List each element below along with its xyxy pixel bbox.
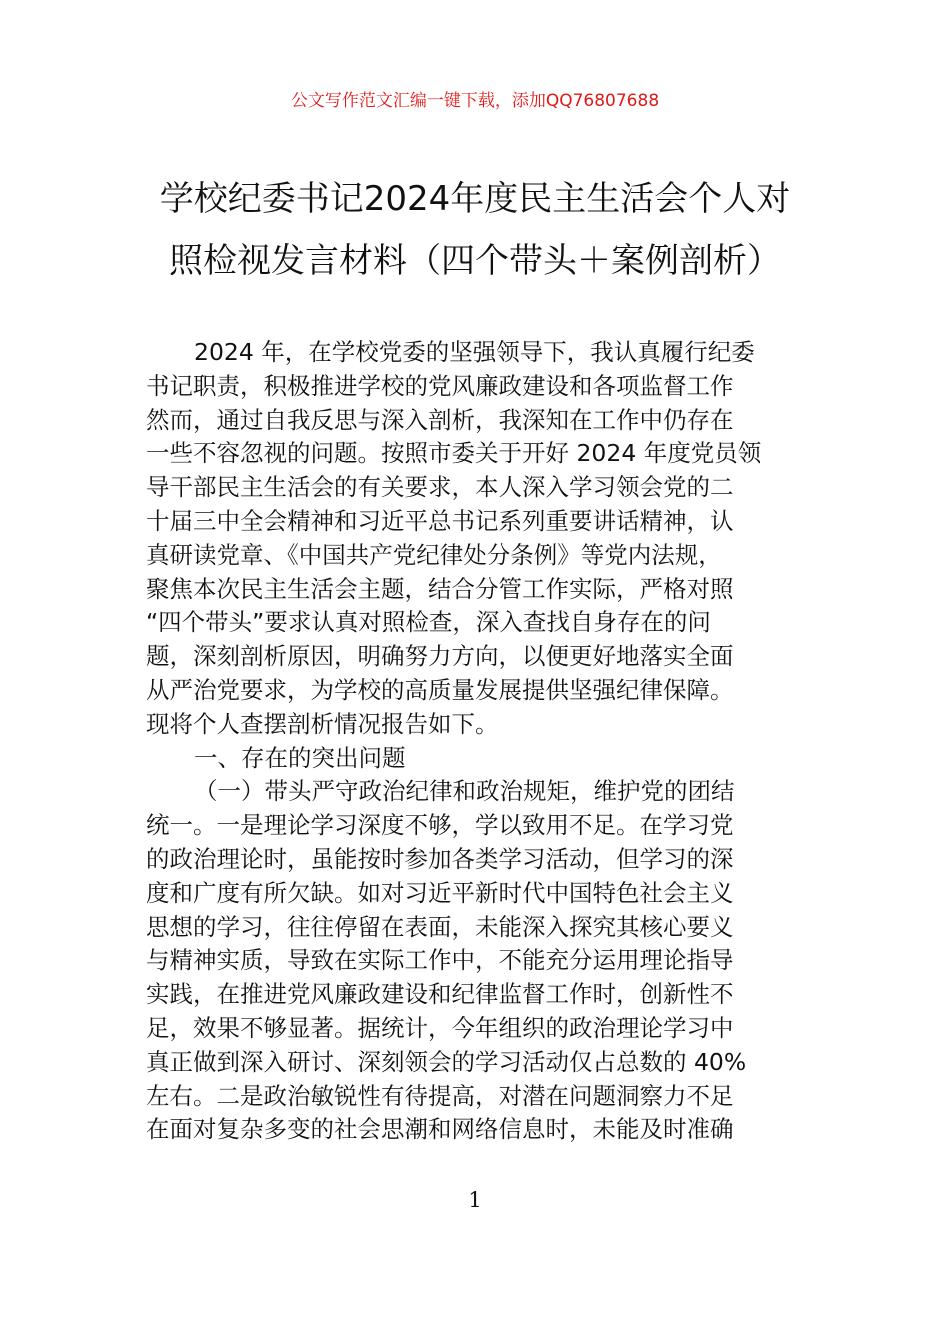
body-line: 从严治党要求，为学校的高质量发展提供坚强纪律保障。 [146,675,734,704]
body-line: 的政治理论时，虽能按时参加各类学习活动，但学习的深 [146,844,734,873]
header-ad-text: 公文写作范文汇编一键下载，添加QQ76807688 [290,91,660,111]
body-line: 与精神实质，导致在实际工作中，不能充分运用理论指导 [146,946,734,975]
section-heading: 一、存在的突出问题 [194,743,406,772]
body-line: 左右。二是政治敏锐性有待提高，对潜在问题洞察力不足 [146,1081,734,1110]
body-line: 真正做到深入研讨、深刻领会的学习活动仅占总数的 40% [146,1047,747,1076]
body-line: 然而，通过自我反思与深入剖析，我深知在工作中仍存在 [146,405,734,434]
body-line: 题，深刻剖析原因，明确努力方向，以便更好地落实全面 [146,642,734,671]
body-line: 现将个人查摆剖析情况报告如下。 [146,709,499,738]
body-line: 实践，在推进党风廉政建设和纪律监督工作时，创新性不 [146,980,734,1009]
body-line: 聚焦本次民主生活会主题，结合分管工作实际，严格对照 [146,574,734,603]
body-line: （一）带头严守政治纪律和政治规矩，维护党的团结 [194,777,735,806]
title-line: 学校纪委书记2024年度民主生活会个人对 [159,179,791,219]
document-body [146,336,816,1147]
body-line: 真研读党章、《中国共产党纪律处分条例》等党内法规， [146,540,722,569]
body-line: 书记职责，积极推进学校的党风廉政建设和各项监督工作 [146,371,734,400]
body-line: 度和广度有所欠缺。如对习近平新时代中国特色社会主义 [146,878,734,907]
document-title [130,168,820,292]
body-line: 在面对复杂多变的社会思潮和网络信息时，未能及时准确 [146,1115,734,1144]
body-line: 思想的学习，往往停留在表面，未能深入探究其核心要义 [146,912,734,941]
page-number: 1 [468,1188,482,1212]
body-line: 导干部民主生活会的有关要求，本人深入学习领会党的二 [146,473,734,502]
title-line: 照检视发言材料（四个带头＋案例剖析） [169,241,781,281]
body-line: 2024 年，在学校党委的坚强领导下，我认真履行纪委 [194,338,755,366]
body-line: “四个带头”要求认真对照检查，深入查找自身存在的问 [146,608,711,637]
body-line: 十届三中全会精神和习近平总书记系列重要讲话精神，认 [146,506,734,535]
body-line: 统一。一是理论学习深度不够，学以致用不足。在学习党 [146,811,734,840]
body-line: 一些不容忽视的问题。按照市委关于开好 2024 年度党员领 [146,439,762,468]
body-line: 足，效果不够显著。据统计，今年组织的政治理论学习中 [146,1013,734,1042]
